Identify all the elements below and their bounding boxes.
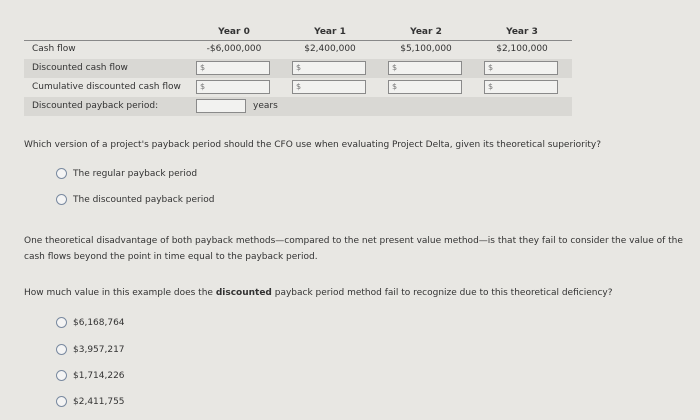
dcf-year-3-input[interactable]: $ [484, 61, 558, 75]
disadvantage-paragraph: One theoretical disadvantage of both payback methods—compared to the net present value method—is that they fail to consider the value of the cash flows beyond the point in time equal to the payback period. [24, 236, 683, 262]
option-2[interactable] [56, 344, 125, 355]
cdcf-year-3-input[interactable]: $ [484, 80, 558, 94]
cash-flow-year-3: $2,100,000 [496, 44, 548, 54]
year-1-header: Year 1 [314, 27, 346, 37]
cash-flow-year-1: $2,400,000 [304, 44, 356, 54]
option-label: $3,957,217 [73, 344, 125, 355]
radio-button[interactable] [56, 344, 67, 355]
cash-flow-year-0: -$6,000,000 [206, 44, 262, 54]
cdcf-year-0-input[interactable]: $ [196, 80, 270, 94]
option-1[interactable] [56, 317, 125, 328]
cdcf-year-2-input[interactable]: $ [388, 80, 462, 94]
option-label: The regular payback period [73, 168, 198, 179]
cash-flow-row [24, 40, 572, 59]
row-label: Discounted cash flow [32, 63, 128, 73]
q2-post: payback period method fail to recognize due to this theoretical deficiency? [271, 288, 613, 298]
cash-flow-year-2: $5,100,000 [400, 44, 452, 54]
year-0-header: Year 0 [218, 27, 250, 37]
row-label: Discounted payback period: [32, 101, 159, 111]
option-label: $6,168,764 [73, 317, 125, 328]
cumulative-cash-flow-row [24, 78, 572, 97]
radio-button[interactable] [56, 370, 67, 381]
radio-button[interactable] [56, 317, 67, 328]
row-label: Cash flow [32, 44, 76, 54]
year-3-header: Year 3 [506, 27, 538, 37]
option-regular-payback[interactable] [56, 168, 197, 179]
radio-button[interactable] [56, 168, 67, 179]
question-2 [24, 285, 613, 301]
radio-button[interactable] [56, 396, 67, 407]
option-label: The discounted payback period [73, 194, 215, 205]
option-label: $2,411,755 [73, 396, 125, 407]
year-2-header: Year 2 [410, 27, 442, 37]
option-label: $1,714,226 [73, 370, 125, 381]
cdcf-year-1-input[interactable]: $ [292, 80, 366, 94]
dcf-year-1-input[interactable]: $ [292, 61, 366, 75]
radio-button[interactable] [56, 194, 67, 205]
row-label: Cumulative discounted cash flow [32, 82, 181, 92]
question-1: Which version of a project's payback period should the CFO use when evaluating Project Delta, given its theoretical superiority? [24, 140, 601, 150]
payback-period-row [24, 97, 572, 116]
dcf-year-0-input[interactable]: $ [196, 61, 270, 75]
dcf-year-2-input[interactable]: $ [388, 61, 462, 75]
option-3[interactable] [56, 370, 125, 381]
discounted-cash-flow-row [24, 59, 572, 78]
years-unit: years [253, 101, 278, 111]
payback-period-input[interactable] [196, 99, 246, 113]
option-4[interactable] [56, 396, 125, 407]
q2-bold: discounted [215, 288, 272, 298]
option-discounted-payback[interactable] [56, 194, 214, 205]
q2-pre: How much value in this example does the [24, 288, 216, 298]
